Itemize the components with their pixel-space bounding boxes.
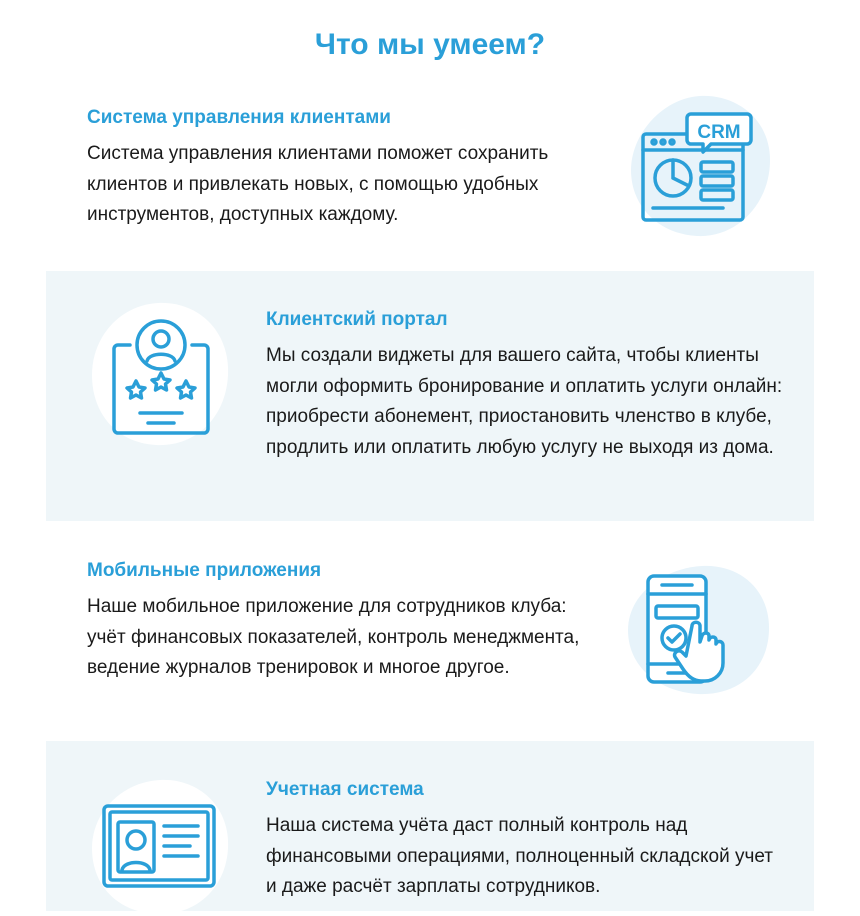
feature-text: Наша система учёта даст полный контроль над финансовыми операциями, полноценный складской учет и даже расчёт зарплаты сотрудников.: [266, 815, 773, 897]
feature-accounting-system: [266, 778, 786, 903]
crm-icon-label: CRM: [697, 122, 741, 143]
feature-title: Мобильные приложения: [87, 560, 322, 581]
crm-icon: [625, 92, 775, 242]
id-card-icon: [86, 776, 236, 916]
feature-title: Клиентский портал: [266, 309, 448, 330]
feature-text: Мы создали виджеты для вашего сайта, чтобы клиенты могли оформить бронирование и оплатить услуги онлайн: приобрести абонемент, приостановить членство в клубе, продлить или оплатить любую услугу не выходя из дома.: [266, 345, 783, 458]
client-portal-icon: [86, 297, 236, 452]
mobile-app-icon: [622, 560, 774, 700]
feature-title: Система управления клиентами: [87, 107, 391, 128]
feature-client-portal: [266, 308, 786, 463]
feature-text: Наше мобильное приложение для сотрудников клуба: учёт финансовых показателей, контроль менеджмента, ведение журналов тренировок и многое другое.: [87, 596, 580, 678]
feature-crm: [87, 106, 607, 231]
feature-text: Система управления клиентами поможет сохранить клиентов и привлекать новых, с помощью удобных инструментов, доступных каждому.: [87, 143, 549, 225]
feature-title: Учетная система: [266, 779, 424, 800]
feature-mobile-apps: [87, 559, 587, 684]
page-title: Что мы умеем?: [314, 28, 546, 61]
